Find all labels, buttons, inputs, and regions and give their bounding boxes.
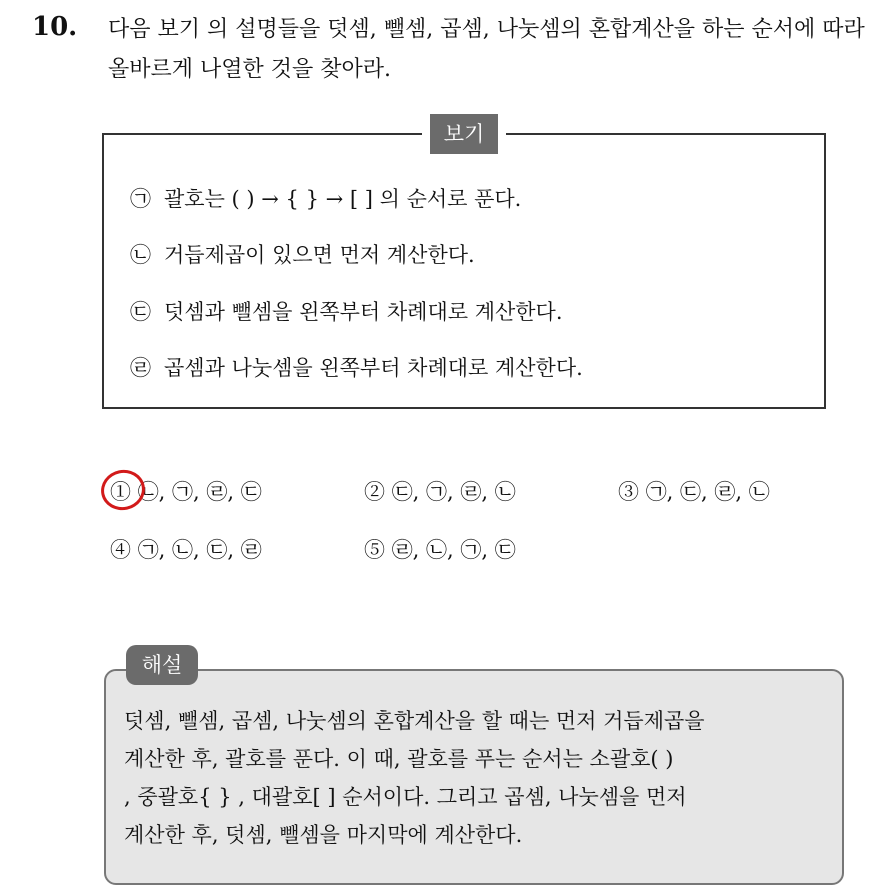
statement-1: [130, 183, 521, 213]
statement-4: [130, 352, 583, 382]
statement-text: 괄호는 ( ) → { } → [ ] 의 순서로 푼다.: [164, 187, 522, 211]
choice-text: ㉠, ㉡, ㉢, ㉣: [137, 538, 262, 562]
statement-mark: ㉢: [130, 300, 151, 324]
solution-line: 계산한 후, 덧셈, 뺄셈을 마지막에 계산한다.: [124, 823, 523, 847]
choice-text: ㉣, ㉡, ㉠, ㉢: [391, 538, 516, 562]
choice-text: ㉡, ㉠, ㉣, ㉢: [137, 480, 262, 504]
solution-title: 해설: [126, 645, 198, 685]
choice-number: ①: [110, 480, 131, 504]
statement-mark: ㉣: [130, 356, 151, 380]
question-text: 다음 보기 의 설명들을 덧셈, 뺄셈, 곱셈, 나눗셈의 혼합계산을 하는 순서에 따라 올바르게 나열한 것을 찾아라.: [108, 17, 865, 82]
statement-3: [130, 296, 563, 326]
choice-number: ②: [364, 480, 385, 504]
choice-text: ㉠, ㉢, ㉣, ㉡: [645, 480, 770, 504]
statement-text: 덧셈과 뺄셈을 왼쪽부터 차례대로 계산한다.: [164, 300, 563, 324]
statement-2: [130, 239, 475, 269]
choice-4[interactable]: [110, 534, 262, 564]
solution-line: 계산한 후, 괄호를 푼다. 이 때, 괄호를 푸는 순서는 소괄호( ): [124, 747, 674, 771]
choice-2[interactable]: [364, 476, 516, 506]
statement-mark: ㉡: [130, 243, 151, 267]
choice-5[interactable]: [364, 534, 516, 564]
statement-text: 거듭제곱이 있으면 먼저 계산한다.: [164, 243, 475, 267]
choice-text: ㉢, ㉠, ㉣, ㉡: [391, 480, 516, 504]
solution-line: , 중괄호{ } , 대괄호[ ] 순서이다. 그리고 곱셈, 나눗셈을 먼저: [124, 785, 687, 809]
choice-number: ④: [110, 538, 131, 562]
choice-number: ③: [618, 480, 639, 504]
solution-text: [124, 702, 828, 854]
statement-mark: ㉠: [130, 187, 151, 211]
example-box-title: 보기: [430, 114, 498, 154]
solution-line: 덧셈, 뺄셈, 곱셈, 나눗셈의 혼합계산을 할 때는 먼저 거듭제곱을: [124, 709, 705, 733]
answer-mark-circle: [97, 466, 148, 514]
question-number: 10.: [32, 12, 78, 42]
statement-text: 곱셈과 나눗셈을 왼쪽부터 차례대로 계산한다.: [164, 356, 583, 380]
choice-3[interactable]: [618, 476, 770, 506]
choice-number: ⑤: [364, 538, 385, 562]
